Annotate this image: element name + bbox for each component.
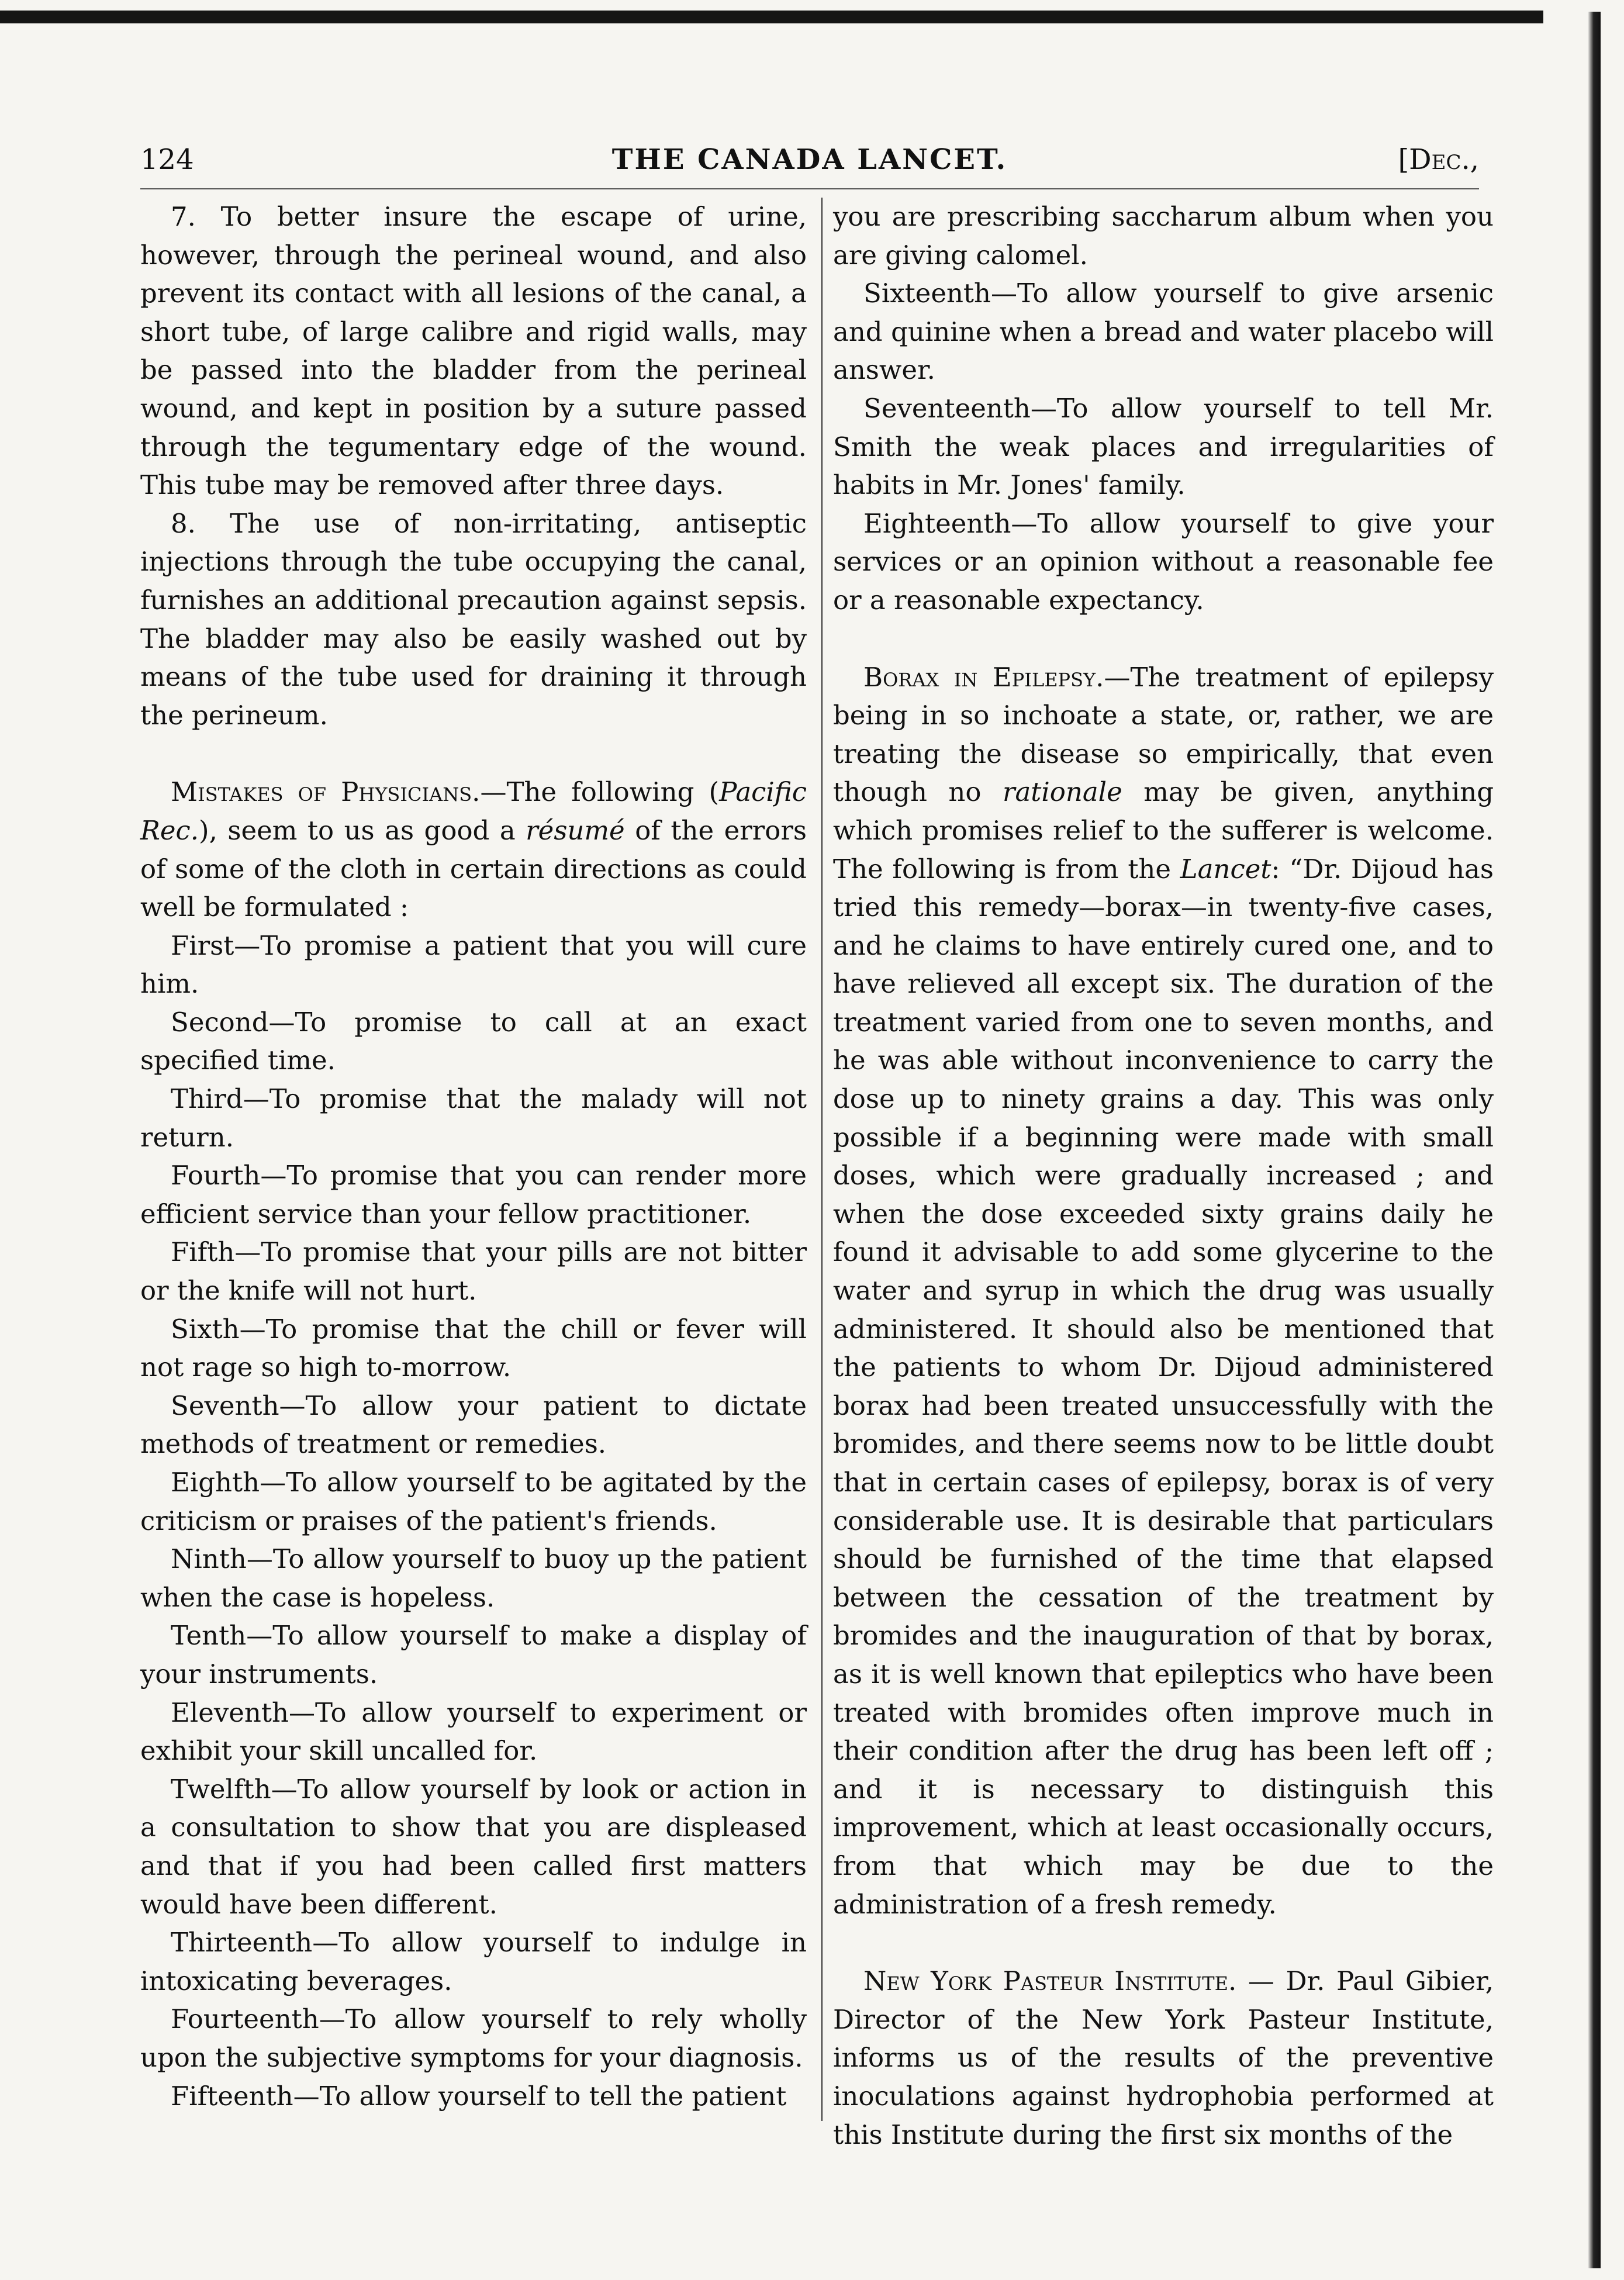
continuation-text: you are prescribing saccharum album when you are giving calomel. [833, 201, 1494, 271]
mistakes-source: Pacific Rec. [140, 776, 807, 846]
list-item-eighteenth: Eighteenth—To allow yourself to give your services or an opinion without a reasonable fee or a reasonable expectancy. [833, 507, 1494, 616]
list-item-fifth: Fifth—To promise that your pills are not bitter or the knife will not hurt. [140, 1236, 807, 1307]
list-item-eighth: Eighth—To allow yourself to be agitated by the criticism or praises of the patient's friends. [140, 1467, 807, 1536]
mistakes-intro [140, 773, 807, 926]
list-item-sixteenth: Sixteenth—To allow yourself to give arsenic and quinine when a bread and water placebo will answer. [833, 278, 1494, 386]
list-item-fourteenth: Fourteenth—To allow yourself to rely wholly upon the subjective symptoms for your diagnosis. [140, 2003, 807, 2073]
borax-text-2: may be given, anything which promises relief to the sufferer is welcome. The following is from the [833, 776, 1494, 885]
pasteur-text-1: — Dr. Paul Gibier, Director of the New York Pasteur Institute, informs us of the results of the preventive inoculations against hydrophobia performed at this Institute during the first six months of the [833, 1965, 1494, 2150]
mistakes-resume: résumé [526, 814, 625, 846]
borax-text-3: : “Dr. Dijoud has tried this remedy—borax—in twenty-five cases, and he claims to have entirely cured one, and to have relieved all except six. The duration of the treatment varied from one to seven months, and he was able without inconvenience to carry the dose up to ninety grains a day. This was only possible if a beginning were made with small doses, which were gradually increased ; and when the dose exceeded sixty grains daily he found it advisable to add some glycerine to the water and syrup in which the drug was usually administered. It should also be mentioned that the patients to whom Dr. Dijoud administered borax had been treated unsuccessfully with the bromides, and there seems now to be little doubt that in certain cases of epilepsy, borax is of very considerable use. It is desirable that particulars should be furnished of the time that elapsed between the cessation of the treatment by bromides and the inauguration of that by borax, as it is well known that epileptics who have been treated with bromides often improve much in their condition after the drug has been left off ; and it is necessary to distinguish this improvement, which at least occasionally occurs, from that which may be due to the administration of a fresh remedy. [833, 853, 1494, 1920]
borax-lancet: Lancet [1180, 853, 1271, 885]
top-border-rule [0, 11, 1543, 23]
page-binding-edge [1588, 12, 1601, 2268]
mistakes-intro-text-3: of the errors of some of the cloth in certain directions as could well be formulated : [140, 814, 807, 923]
mistakes-heading: Mistakes of Physicians. [171, 776, 481, 808]
list-item-tenth: Tenth—To allow yourself to make a display of your instruments. [140, 1620, 807, 1690]
column-divider [821, 198, 823, 2121]
running-title: THE CANADA LANCET. [611, 143, 1008, 176]
mistakes-intro-text-1: —The following ( [480, 776, 720, 808]
list-item-ninth: Ninth—To allow yourself to buoy up the patient when the case is hopeless. [140, 1543, 807, 1613]
pasteur-heading: New York Pasteur Institute. [863, 1965, 1237, 1997]
list-item-seventh: Seventh—To allow your patient to dictate methods of treatment or remedies. [140, 1390, 807, 1460]
section-gap [140, 734, 807, 773]
section-gap [833, 620, 1494, 658]
section-gap [833, 1923, 1494, 1962]
borax-article [833, 658, 1494, 1924]
paragraph-7: 7. To better insure the escape of urine, however, through the perineal wound, and also prevent its contact with all lesions of the canal, a short tube, of large calibre and rigid walls, may be passed into the bladder from the perineal wound, and kept in position by a suture passed through the tegumentary edge of the wound. This tube may be removed after three days. [140, 201, 807, 501]
paragraph-8: 8. The use of non-irritating, antiseptic injections through the tube occupying the canal, furnishes an additional precaution against sepsis. The bladder may also be easily washed out by means of the tube used for draining it through the perineum. [140, 507, 807, 731]
list-item-third: Third—To promise that the malady will not return. [140, 1083, 807, 1153]
list-item-eleventh: Eleventh—To allow yourself to experiment or exhibit your skill uncalled for. [140, 1697, 807, 1767]
left-column [140, 198, 807, 2115]
list-item-first: First—To promise a patient that you will cure him. [140, 930, 807, 1000]
header-rule [140, 188, 1479, 189]
mistakes-intro-text-2: ), seem to us as good a [199, 814, 526, 846]
borax-text-1: —The treatment of epilepsy being in so inchoate a state, or, rather, we are treating the disease so empirically, that even though no [833, 661, 1494, 808]
pasteur-article [833, 1962, 1494, 2154]
list-item-fourth: Fourth—To promise that you can render more efficient service than your fellow practitioner. [140, 1160, 807, 1229]
header-month: [Dec., [1398, 143, 1479, 176]
list-item-seventeenth: Seventeenth—To allow yourself to tell Mr. Smith the weak places and irregularities of habits in Mr. Jones' family. [833, 392, 1494, 501]
list-item-second: Second—To promise to call at an exact specified time. [140, 1006, 807, 1076]
page-number: 124 [140, 143, 194, 176]
list-item-thirteenth: Thirteenth—To allow yourself to indulge in intoxicating beverages. [140, 1927, 807, 1996]
borax-heading: Borax in Epilepsy. [863, 661, 1104, 693]
list-item-fifteenth: Fifteenth—To allow yourself to tell the patient [171, 2080, 787, 2112]
list-item-sixth: Sixth—To promise that the chill or fever will not rage so high to-morrow. [140, 1313, 807, 1383]
right-column [833, 198, 1494, 2154]
borax-rationale: rationale [1002, 776, 1122, 808]
list-item-twelfth: Twelfth—To allow yourself by look or action in a consultation to show that you are displeased and that if you had been called first matters would have been different. [140, 1773, 807, 1920]
